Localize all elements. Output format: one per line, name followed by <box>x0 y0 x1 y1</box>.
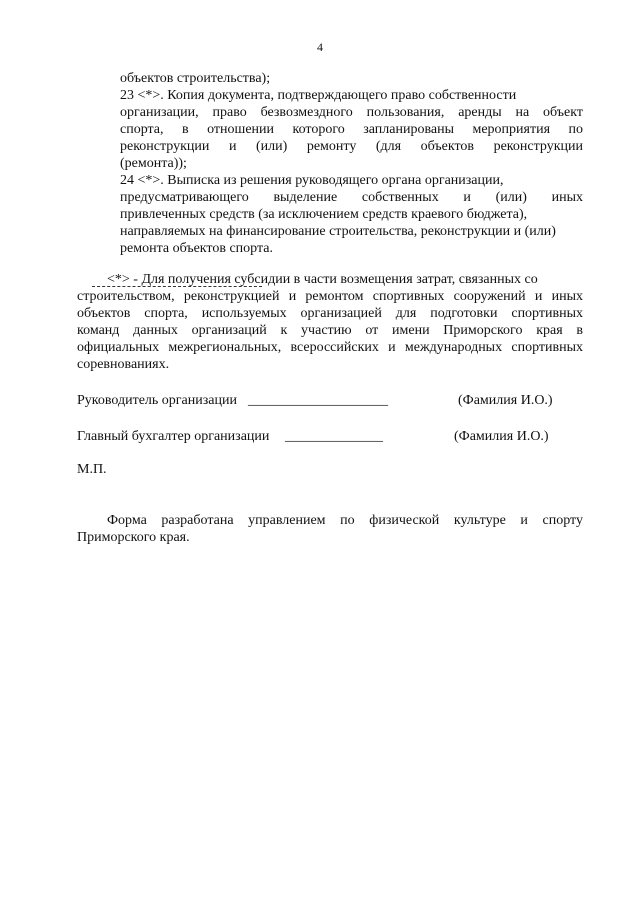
footnote-line: строительством, реконструкцией и ремонтом спортивных сооружений и иных <box>77 289 583 304</box>
continuation-line: объектов строительства); <box>120 71 271 86</box>
page-number: 4 <box>317 40 323 54</box>
item-23-line: реконструкции и (или) ремонту (для объектов реконструкции <box>120 139 583 154</box>
item-24-line: 24 <*>. Выписка из решения руководящего органа организации, <box>120 173 504 188</box>
footnote-line: <*> - Для получения субсидии в части возмещения затрат, связанных со <box>107 272 538 287</box>
footnote-line: команд данных организаций к участию от имени Приморского края в <box>77 323 583 338</box>
item-23-line: организации, право безвозмездного пользования, аренды на объект <box>120 105 583 120</box>
seal-mark: М.П. <box>77 462 107 477</box>
accountant-signature-blank: ______________ <box>285 429 383 444</box>
accountant-name-placeholder: (Фамилия И.О.) <box>454 429 549 444</box>
footnote-line: официальных межрегиональных, всероссийских и международных спортивных <box>77 340 583 355</box>
footnote-line: соревнованиях. <box>77 357 170 372</box>
item-23-line: (ремонта)); <box>120 156 187 171</box>
item-23-line: 23 <*>. Копия документа, подтверждающего право собственности <box>120 88 517 103</box>
footnote-line: объектов спорта, используемых организацией для подготовки спортивных <box>77 306 583 321</box>
item-24-line: предусматривающего выделение собственных и (или) иных <box>120 190 583 205</box>
item-24-line: привлеченных средств (за исключением средств краевого бюджета), <box>120 207 528 222</box>
accountant-label: Главный бухгалтер организации <box>77 429 270 444</box>
head-signature-blank: ____________________ <box>248 393 388 408</box>
item-23-line: спорта, в отношении которого запланированы мероприятия по <box>120 122 583 137</box>
form-note-line: Приморского края. <box>77 530 190 545</box>
form-note-line: Форма разработана управлением по физической культуре и спорту <box>107 513 583 528</box>
item-24-line: направляемых на финансирование строительства, реконструкции и (или) <box>120 224 556 239</box>
head-name-placeholder: (Фамилия И.О.) <box>458 393 553 408</box>
item-24-line: ремонта объектов спорта. <box>120 241 273 256</box>
head-label: Руководитель организации <box>77 393 237 408</box>
